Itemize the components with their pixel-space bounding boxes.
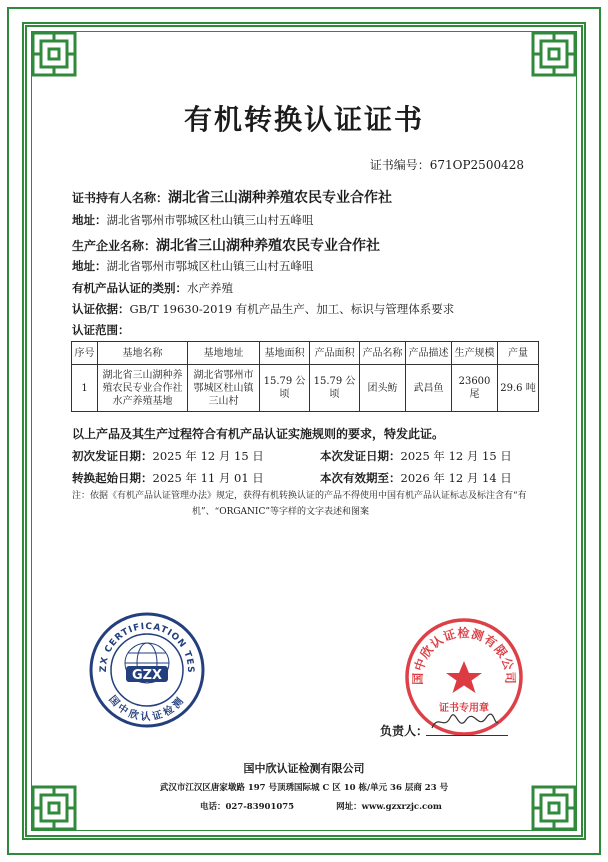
website-label: 网址： [336,802,362,812]
this-issue-date: 2025 年 12 月 15 日 [400,449,512,463]
cell-base-area: 15.79 公顷 [260,365,310,412]
footer-address: 武汉市江汉区唐家墩路 197 号顶琇国际城 C 区 10 栋/单元 36 层商 23 号 [159,783,449,793]
producer-address: 湖北省鄂州市鄂城区杜山镇三山村五峰咀 [106,259,314,273]
table-header: 产品面积 [310,342,360,365]
corner-ornament-top-right [530,30,578,78]
producer-name: 湖北省三山湖种养殖农民专业合作社 [156,238,381,254]
table-header: 序号 [72,342,98,365]
certificate-number-label: 证书编号： [369,158,430,172]
producer-label: 生产企业名称： [72,239,157,253]
producer-line [72,235,380,255]
holder-address-label: 地址： [72,213,107,227]
table-header: 基地地址 [188,342,260,365]
phone-label: 电话： [200,802,226,812]
gzx-seal-center: GZX [131,668,163,683]
red-seal-ring-text: 国中欣认证检测有限公司 [410,626,518,685]
gzx-certification-seal [88,611,206,729]
category-value: 水产养殖 [187,281,233,295]
gzx-seal-bottom-text: 国中欣认证检测 [106,693,188,723]
footer-contact [200,800,442,812]
cell-scale: 23600 尾 [452,365,498,412]
phone-value: 027-83901075 [225,802,295,812]
scope-label: 认证范围： [72,323,130,337]
holder-address: 湖北省鄂州市鄂城区杜山镇三山村五峰咀 [106,213,314,227]
producer-address-label: 地址： [72,259,107,273]
producer-address-line [72,258,314,274]
category-label: 有机产品认证的类别： [72,281,187,295]
cell-product-name: 团头鲂 [360,365,406,412]
cell-product-description: 武昌鱼 [406,365,452,412]
first-issue-label: 初次发证日期： [72,449,153,463]
table-header-row [72,342,539,365]
holder-line [72,187,392,207]
footnote-line-1: 注：依据《有机产品认证管理办法》规定，获得有机转换认证的产品不得使用中国有机产品认证标志及标注含有“有 [72,491,527,501]
this-issue-label: 本次发证日期： [320,449,401,463]
conversion-start-line [72,470,264,486]
valid-until-date: 2026 年 12 月 14 日 [400,471,512,485]
website-link[interactable]: www.gzxrzjc.com [361,802,442,812]
table-header: 产品描述 [406,342,452,365]
star-icon [446,661,482,693]
table-header: 产量 [498,342,539,365]
compliance-statement [72,425,444,442]
cell-base-address: 湖北省鄂州市鄂城区杜山镇三山村 [188,365,260,412]
cell-product-area: 15.79 公顷 [310,365,360,412]
holder-label: 证书持有人名称： [72,191,169,205]
table-row [72,365,539,412]
cell-no: 1 [72,365,98,412]
responsible-label: 负责人： [380,724,429,738]
gzx-seal-top-text: ZX CERTIFICATION TES [98,621,196,674]
holder-name: 湖北省三山湖种养殖农民专业合作社 [168,190,393,206]
footnote-line-2: 机”、“ORGANIC”等字样的文字表述和图案 [192,507,369,517]
table-header: 基地名称 [98,342,188,365]
signature-mark [428,708,500,736]
basis-label: 认证依据： [72,302,130,316]
conversion-start-date: 2025 年 11 月 01 日 [152,471,264,485]
scope-table [71,341,539,412]
first-issue-line [72,448,264,464]
certificate-number-value: 671OP2500428 [429,158,524,172]
compliance-statement-text: 以上产品及其生产过程符合有机产品认证实施规则的要求，特发此证。 [72,427,445,441]
footer-company: 国中欣认证检测有限公司 [243,762,365,775]
category-line [72,280,233,296]
valid-until-line [320,470,512,486]
basis-line [72,301,454,317]
first-issue-date: 2025 年 12 月 15 日 [152,449,264,463]
footnote [72,488,550,520]
svg-text:GZX CERTIFICATION TEST [88,611,195,674]
table-header: 生产规模 [452,342,498,365]
red-seal-bottom-text: 证书专用章 [439,703,489,714]
holder-address-line [72,212,314,228]
cell-output: 29.6 吨 [498,365,539,412]
this-issue-line [320,448,512,464]
valid-until-label: 本次有效期至： [320,471,401,485]
conversion-start-label: 转换起始日期： [72,471,153,485]
basis-value: GB/T 19630-2019 有机产品生产、加工、标识与管理体系要求 [129,302,455,316]
corner-ornament-top-left [30,30,78,78]
certificate-title: 有机转换认证证书 [183,103,424,136]
table-header: 产品名称 [360,342,406,365]
certificate-number [370,156,524,173]
signature-line [426,735,508,736]
scope-line [72,322,130,338]
table-header: 基地面积 [260,342,310,365]
cell-base-name: 湖北省三山湖种养殖农民专业合作社水产养殖基地 [98,365,188,412]
